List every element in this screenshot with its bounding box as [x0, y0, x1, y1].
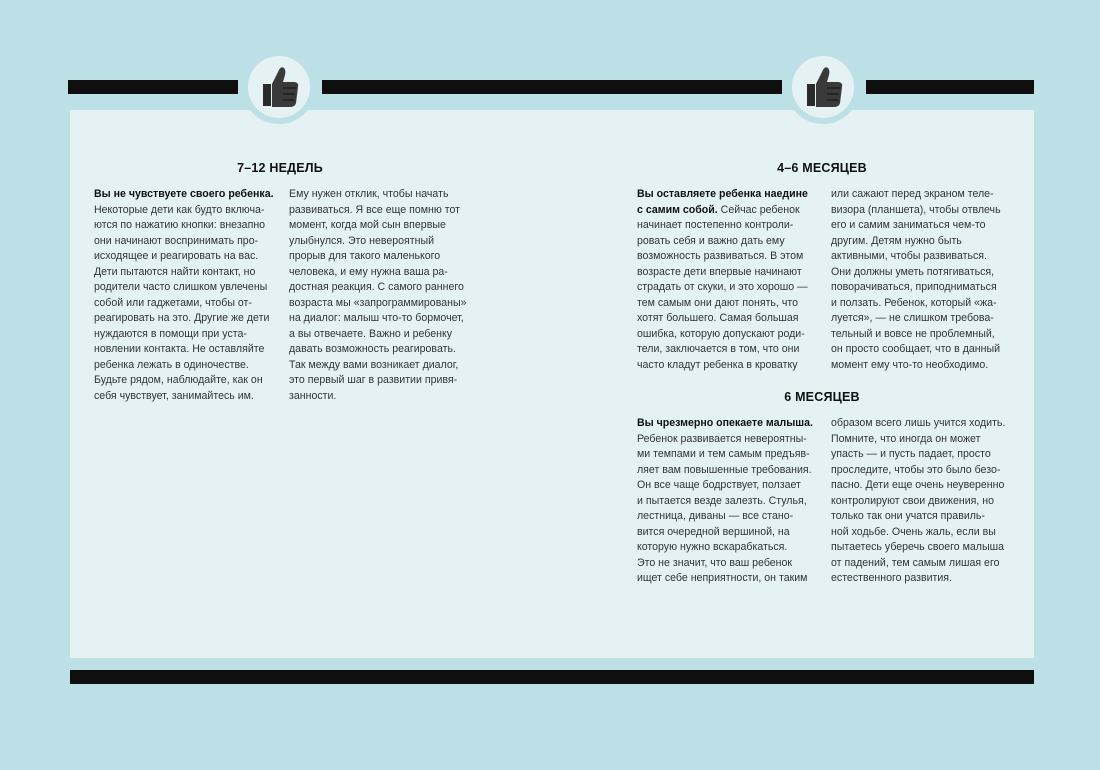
section-1-column-1: [94, 187, 279, 404]
top-bar-left: [68, 80, 238, 94]
bottom-bar: [70, 670, 1034, 684]
section-heading-4-6-months: 4–6 МЕСЯЦЕВ: [777, 161, 867, 175]
thumbs-up-icon: [801, 64, 845, 110]
section-1-column-2: [289, 187, 479, 404]
section-2-column-2: [831, 187, 1021, 373]
section-heading-7-12-weeks: 7–12 НЕДЕЛЬ: [237, 161, 323, 175]
top-bar-right: [866, 80, 1034, 94]
section-2-text-1: Сейчас ребенок начинает постепенно контроли- ровать себя и важно дать ему возможность развиваться. В этом возрасте дети впервые начинают страдать от скуки, и это хорошо — тем самым они дают понять, что хотят большего. Самая большая ошибка, которую допускают роди- тели, заключается в том, что они часто кладут ребенка в кроватку: [637, 203, 808, 371]
section-heading-6-months: 6 МЕСЯЦЕВ: [784, 390, 860, 404]
section-3-lead: Вы чрезмерно опекаете малыша.: [637, 417, 813, 429]
section-3-column-1: [637, 416, 822, 587]
badge-right: [786, 50, 860, 124]
thumbs-up-icon: [257, 64, 301, 110]
section-2-lead: Вы оставляете ребенка наедине с самим собой.: [637, 188, 808, 216]
badge-left: [242, 50, 316, 124]
section-2-column-1: [637, 187, 822, 373]
section-3-text-1: Ребенок развивается невероятны- ми темпами и тем самым предъяв- ляет вам повышенные требования. Он все чаще бодрствует, ползает и пытается везде залезть. Стулья, лестница, диваны — все стано- вится очередной вершиной, на которую нужно вскарабкаться. Это не значит, что ваш ребенок ищет себе неприятности, он таким: [637, 432, 812, 584]
section-1-text-2: Ему нужен отклик, чтобы начать развиваться. Я все еще помню тот момент, когда мой сын впервые улыбнулся. Это невероятный прорыв для такого маленького человека, и ему нужна ваша ра- достная реакция. С самого раннего возраста мы «запрограммированы» на диалог: малыш что-то бормочет, а вы отвечаете. Важно и ребенку давать возможность реагировать. Так между вами возникает диалог, это первый шаг в развитии привя- занности.: [289, 188, 467, 402]
section-1-lead: Вы не чувствуете своего ребенка.: [94, 188, 274, 200]
section-3-column-2: [831, 416, 1021, 587]
top-bar-middle: [322, 80, 782, 94]
section-1-text-1: Некоторые дети как будто включа- ются по нажатию кнопки: внезапно они начинают воспринимать про- исходящее и реагировать на вас. Дети пытаются найти контакт, но родители часто слишком увлечены собой или гаджетами, чтобы от- реагировать на это. Другие же дети нуждаются в помощи при уста- новлении контакта. Не оставляйте ребенка лежать в одиночестве. Будьте рядом, наблюдайте, как он себя чувствует, занимайтесь им.: [94, 203, 270, 402]
section-2-text-2: или сажают перед экраном теле- визора (планшета), чтобы отвлечь его и самим заниматься чем-то другим. Детям нужно быть активными, чтобы развиваться. Они должны уметь потягиваться, поворачиваться, приподниматься и ползать. Ребенок, который «жа- луется», — не слишком требова- тельный и вовсе не проблемный, он просто сообщает, что в данный момент ему что-то необходимо.: [831, 188, 1001, 371]
section-3-text-2: образом всего лишь учится ходить. Помните, что иногда он может упасть — и пусть падает, просто проследите, чтобы это было безо- пасно. Дети еще очень неуверенно контролируют свои движения, но только так они учатся правиль- ной ходьбе. Очень жаль, если вы пытаетесь уберечь своего малыша от падений, тем самым лишая его естественного развития.: [831, 417, 1006, 584]
